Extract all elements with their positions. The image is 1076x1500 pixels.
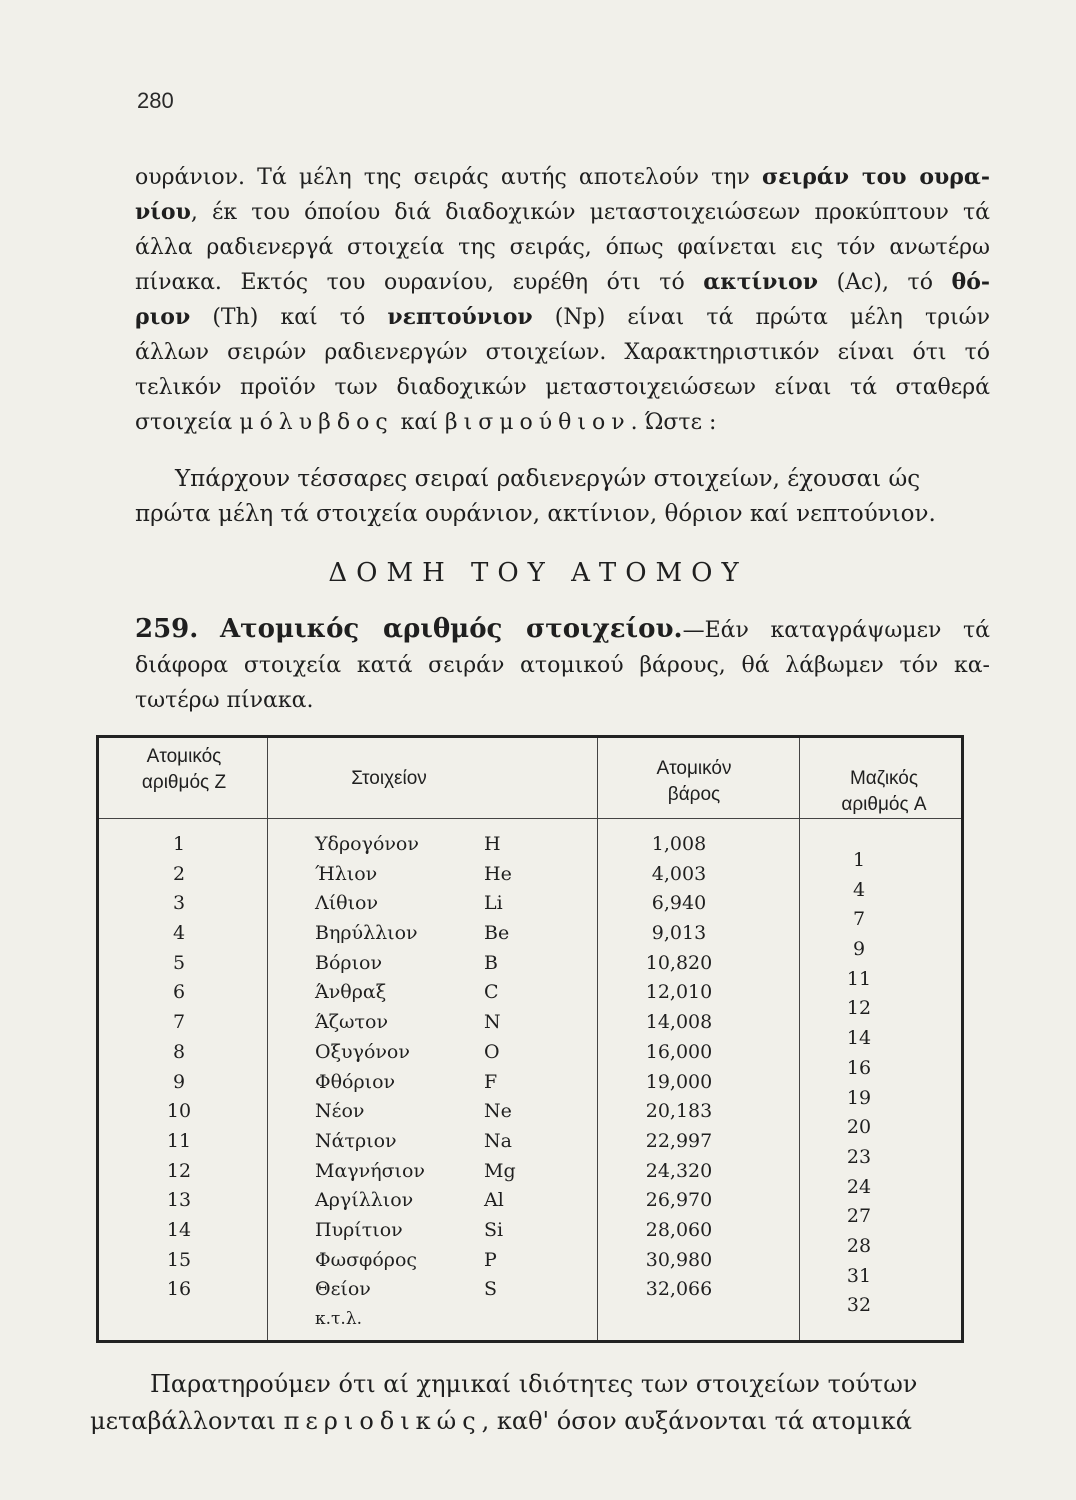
header-element: Στοιχείον [351, 768, 427, 789]
table-cell-atomic-weight: 10,820 [645, 951, 713, 974]
text-line: στοιχεία μόλυβδος καί βισμούθιον. Ώστε : [135, 410, 717, 435]
column-atomic-number [149, 830, 209, 1305]
text-line: Παρατηρούμεν ότι αί χημικαί ιδιότητες των στοιχείων τούτων [150, 1370, 918, 1398]
table-cell-atomic-weight: 16,000 [645, 1040, 713, 1063]
table-cell-element-name: Λίθιον [315, 892, 379, 915]
table-cell-atomic-weight: 1,008 [651, 833, 707, 855]
table-cell-atomic-weight: 32,066 [645, 1278, 713, 1301]
table-cell-atomic-number: 12 [166, 1159, 192, 1182]
table-cell-symbol: Li [484, 892, 503, 915]
table-cell-symbol: S [484, 1278, 498, 1301]
table-cell-atomic-number: 5 [172, 951, 186, 974]
table-cell-mass-number: 28 [846, 1234, 872, 1257]
table-cell-mass-number: 20 [846, 1116, 872, 1139]
table-cell-element-name: Υδρογόνον [315, 833, 419, 855]
table-cell-symbol: Al [484, 1189, 504, 1212]
table-cell-element-name: Ήλιον [315, 862, 378, 885]
table-cell-atomic-weight: 14,008 [645, 1011, 713, 1034]
table-cell-atomic-number: 9 [172, 1070, 186, 1093]
table-cell-element-name: Βηρύλλιον [315, 922, 418, 945]
section-259 [135, 612, 990, 718]
table-cell-element-name: Βόριον [315, 951, 383, 974]
paragraph-summary [135, 462, 990, 532]
table-cell-mass-number: 27 [846, 1205, 872, 1228]
table-cell-element-name: Νάτριον [315, 1129, 397, 1152]
table-cell-etc: κ.τ.λ. [315, 1309, 363, 1329]
table-cell-atomic-number: 11 [166, 1129, 192, 1152]
table-cell-symbol: N [484, 1011, 501, 1034]
text-line: νίου, έκ του όποίου διά διαδοχικών μεταστοιχειώσεων προκύπτουν τά [135, 199, 990, 225]
text-line: διάφορα στοιχεία κατά σειράν ατομικού βάρους, θά λάβωμεν τόν κα- [135, 653, 990, 678]
table-cell-atomic-weight: 24,320 [645, 1159, 713, 1182]
table-cell-element-name: Φθόριον [315, 1070, 396, 1093]
table-cell-symbol: B [484, 951, 498, 974]
column-element-name [315, 830, 495, 1335]
table-cell-element-name: Πυρίτιον [315, 1218, 403, 1241]
table-cell-symbol: Be [484, 922, 510, 945]
page-number: 280 [137, 88, 174, 113]
table-header-rule [99, 818, 961, 819]
table-cell-symbol: Ne [484, 1100, 512, 1123]
table-cell-atomic-weight: 22,997 [645, 1129, 713, 1152]
table-cell-element-name: Νέον [315, 1100, 365, 1123]
text-line: 259. Ατομικός αριθμός στοιχείου.—Εάν καταγράψωμεν τά [135, 614, 990, 644]
table-cell-atomic-number: 16 [166, 1278, 192, 1301]
table-cell-atomic-number: 3 [172, 892, 186, 915]
paragraph-radioactive-series [135, 160, 990, 440]
table-cell-mass-number: 24 [846, 1175, 872, 1198]
header-atomic-weight: Ατομικόν βάρος [656, 758, 732, 805]
table-cell-atomic-number: 8 [172, 1040, 186, 1063]
table-cell-symbol: F [484, 1070, 498, 1093]
table-cell-symbol: Na [484, 1129, 512, 1152]
table-cell-atomic-number: 13 [166, 1189, 192, 1212]
table-cell-atomic-weight: 26,970 [645, 1189, 713, 1212]
table-cell-mass-number: 32 [846, 1294, 872, 1317]
table-cell-mass-number: 23 [846, 1145, 872, 1168]
table-cell-mass-number: 4 [852, 878, 866, 901]
table-cell-atomic-number: 10 [166, 1100, 192, 1123]
table-cell-mass-number: 1 [852, 849, 866, 871]
table-cell-mass-number: 9 [852, 938, 866, 961]
table-cell-atomic-number: 4 [172, 922, 186, 945]
table-divider [799, 738, 800, 1340]
table-cell-element-name: Φωσφόρος [315, 1248, 418, 1271]
text-line: τελικόν προϊόν των διαδοχικών μεταστοιχειώσεων είναι τά σταθερά [135, 375, 990, 400]
table-cell-symbol: P [484, 1248, 497, 1271]
table-cell-atomic-number: 2 [172, 862, 186, 885]
table-cell-mass-number: 11 [846, 967, 872, 990]
column-atomic-weight [624, 830, 734, 1305]
table-cell-atomic-number: 7 [172, 1011, 186, 1034]
table-cell-element-name: Μαγνήσιον [315, 1159, 425, 1182]
table-cell-element-name: Άζωτον [315, 1011, 389, 1034]
table-cell-atomic-weight: 9,013 [651, 922, 707, 945]
table-cell-mass-number: 14 [846, 1027, 872, 1050]
text-line: ριον (Th) καί τό νεπτούνιον (Np) είναι τά πρώτα μέλη τριών [135, 304, 990, 330]
section-number: 259. [135, 614, 199, 644]
header-mass-number: Μαζικός αριθμός A [841, 768, 927, 815]
text-line: άλλα ραδιενεργά στοιχεία της σειράς, όπως φαίνεται εις τόν ανωτέρω [135, 235, 990, 260]
table-cell-atomic-weight: 30,980 [645, 1248, 713, 1271]
text-line: Υπάρχουν τέσσαρες σειραί ραδιενεργών στοιχείων, έχουσαι ώς [175, 466, 921, 492]
table-cell-mass-number: 16 [846, 1056, 872, 1079]
table-cell-element-name: Άνθραξ [315, 981, 387, 1004]
table-cell-symbol: Mg [484, 1159, 516, 1182]
text-line: πρώτα μέλη τά στοιχεία ουράνιον, ακτίνιον, θόριον καί νεπτούνιον. [135, 501, 936, 527]
table-cell-atomic-number: 15 [166, 1248, 192, 1271]
table-cell-mass-number: 19 [846, 1086, 872, 1109]
table-cell-symbol: O [484, 1040, 500, 1063]
paragraph-periodicity [90, 1366, 970, 1440]
text-line: ουράνιον. Τά μέλη της σειράς αυτής αποτελούν την σειράν του ουρα- [135, 164, 990, 190]
table-cell-symbol: C [484, 981, 499, 1004]
table-cell-element-name: Θείον [315, 1278, 371, 1301]
table-cell-atomic-weight: 20,183 [645, 1100, 713, 1123]
table-cell-atomic-weight: 19,000 [645, 1070, 713, 1093]
text-line: μεταβάλλονται περιοδικώς, καθ' όσον αυξάνονται τά ατομικά [90, 1407, 912, 1435]
elements-table [96, 735, 964, 1343]
table-cell-mass-number: 31 [846, 1264, 872, 1287]
text-line: άλλων σειρών ραδιενεργών στοιχείων. Χαρακτηριστικόν είναι ότι τό [135, 340, 990, 365]
table-cell-element-name: Αργίλλιον [315, 1189, 414, 1212]
text-line: πίνακα. Εκτός του ουρανίου, ευρέθη ότι τό ακτίνιον (Ac), τό θό- [135, 269, 990, 295]
table-cell-atomic-number: 1 [172, 833, 186, 855]
table-cell-mass-number: 7 [852, 908, 866, 931]
table-divider [267, 738, 268, 1340]
column-symbol [484, 830, 544, 1305]
table-cell-symbol: He [484, 862, 512, 885]
table-cell-symbol: Si [484, 1218, 504, 1241]
table-divider [597, 738, 598, 1340]
section-title: Ατομικός αριθμός στοιχείου. [219, 614, 683, 644]
table-cell-atomic-weight: 6,940 [651, 892, 707, 915]
table-cell-atomic-weight: 4,003 [651, 862, 707, 885]
header-atomic-number: Ατομικός αριθμός Z [141, 746, 227, 793]
table-cell-atomic-number: 14 [166, 1218, 192, 1241]
table-cell-mass-number: 12 [846, 997, 872, 1020]
table-cell-symbol: H [484, 833, 501, 855]
text-line: τωτέρω πίνακα. [135, 688, 314, 713]
table-cell-element-name: Οξυγόνον [315, 1040, 410, 1063]
table-cell-atomic-weight: 12,010 [645, 981, 713, 1004]
column-mass-number [829, 846, 889, 1321]
table-cell-atomic-weight: 28,060 [645, 1218, 713, 1241]
chapter-heading: ΔΟΜΗ ΤΟΥ ΑΤΟΜΟΥ [328, 558, 748, 588]
table-cell-atomic-number: 6 [172, 981, 186, 1004]
